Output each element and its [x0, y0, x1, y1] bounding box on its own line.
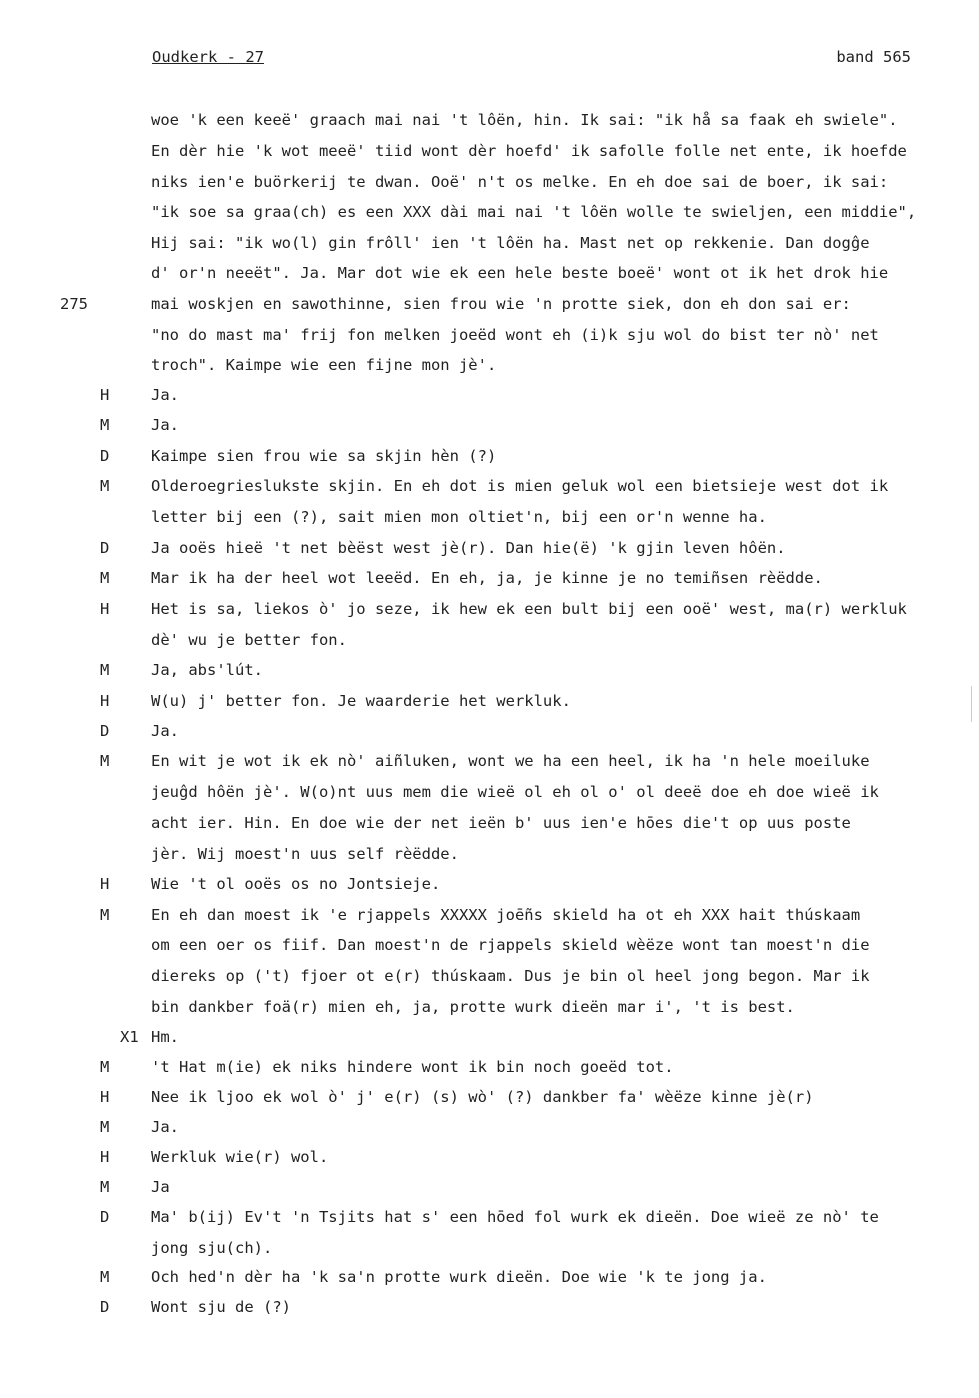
- line-text: Nee ik ljoo ek wol ò' j' e(r) (s) wò' (?) dankber fa' wèëze kinne jè(r): [151, 1088, 814, 1106]
- line-text: jèr. Wij moest'n uus self rèëdde.: [151, 845, 459, 863]
- transcript-line: [0, 350, 979, 380]
- transcript-line: [0, 502, 979, 532]
- speaker-label: D: [100, 447, 110, 465]
- speaker-label: M: [100, 569, 110, 587]
- transcript-line: [0, 289, 979, 319]
- speaker-label: X1: [120, 1028, 139, 1046]
- transcript-line: [0, 471, 979, 501]
- line-text: 't Hat m(ie) ek niks hindere wont ik bin noch goeëd tot.: [151, 1058, 674, 1076]
- transcript-line: [0, 1262, 979, 1292]
- transcript-line: [0, 1172, 979, 1202]
- speaker-label: M: [100, 906, 110, 924]
- transcript-line: [0, 625, 979, 655]
- transcript-line: [0, 716, 979, 746]
- transcript-line: [0, 839, 979, 869]
- line-text: om een oer os fiif. Dan moest'n de rjappels skield wèëze wont tan moest'n die: [151, 936, 870, 954]
- speaker-label: D: [100, 1298, 110, 1316]
- speaker-label: H: [100, 875, 110, 893]
- line-text: Ja ooës hieë 't net bèëst west jè(r). Dan hie(ë) 'k gjin leven hôën.: [151, 539, 786, 557]
- transcript-line: [0, 1112, 979, 1142]
- transcript-line: [0, 808, 979, 838]
- line-text: woe 'k een keeë' graach mai nai 't lôën, hin. Ik sai: "ik hå sa faak eh swiele".: [151, 111, 898, 129]
- line-text: Och hed'n dèr ha 'k sa'n protte wurk dieën. Doe wie 'k te jong ja.: [151, 1268, 767, 1286]
- line-text: Hij sai: "ik wo(l) gin frôll' ien 't lôën ha. Mast net op rekkenie. Dan dogĝe: [151, 234, 870, 252]
- speaker-label: M: [100, 477, 110, 495]
- transcript-line: [0, 197, 979, 227]
- transcript-line: [0, 930, 979, 960]
- transcript-line: [0, 136, 979, 166]
- line-text: jeuĝd hôën jè'. W(o)nt uus mem die wieë ol eh ol o' ol deeë doe eh doe wieë ik: [151, 783, 879, 801]
- speaker-label: M: [100, 416, 110, 434]
- line-text: Ja.: [151, 416, 179, 434]
- transcript-line: [0, 1052, 979, 1082]
- transcript-line: [0, 167, 979, 197]
- transcript-line: [0, 1292, 979, 1322]
- speaker-label: M: [100, 1118, 110, 1136]
- speaker-label: M: [100, 661, 110, 679]
- line-text: Het is sa, liekos ò' jo seze, ik hew ek een bult bij een ooë' west, ma(r) werkluk: [151, 600, 907, 618]
- line-text: Wie 't ol ooës os no Jontsieje.: [151, 875, 441, 893]
- transcript-line: [0, 258, 979, 288]
- transcript-line: [0, 563, 979, 593]
- speaker-label: H: [100, 600, 110, 618]
- line-text: En eh dan moest ik 'e rjappels XXXXX joēñs skield ha ot eh XXX hait thúskaam: [151, 906, 861, 924]
- transcript-line: [0, 961, 979, 991]
- line-text: dè' wu je better fon.: [151, 631, 347, 649]
- line-text: Wont sju de (?): [151, 1298, 291, 1316]
- line-text: diereks op ('t) fjoer ot e(r) thúskaam. Dus je bin ol heel jong begon. Mar ik: [151, 967, 870, 985]
- transcript-line: [0, 777, 979, 807]
- transcript-line: [0, 594, 979, 624]
- line-text: Ja, abs'lút.: [151, 661, 263, 679]
- line-text: mai woskjen en sawothinne, sien frou wie 'n protte siek, don eh don sai er:: [151, 295, 851, 313]
- speaker-label: D: [100, 1208, 110, 1226]
- margin-mark: [971, 686, 972, 722]
- line-text: Kaimpe sien frou wie sa skjin hèn (?): [151, 447, 497, 465]
- speaker-label: H: [100, 386, 110, 404]
- transcript-line: [0, 105, 979, 135]
- line-text: Ja.: [151, 386, 179, 404]
- line-text: Ja.: [151, 1118, 179, 1136]
- line-text: "no do mast ma' frij fon melken joeëd wont eh (i)k sju wol do bist ter nò' net: [151, 326, 879, 344]
- transcript-line: [0, 686, 979, 716]
- line-text: En wit je wot ik ek nò' aiñluken, wont we ha een heel, ik ha 'n hele moeiluke: [151, 752, 870, 770]
- transcript-line: [0, 1233, 979, 1263]
- speaker-label: M: [100, 752, 110, 770]
- line-text: troch". Kaimpe wie een fijne mon jè'.: [151, 356, 497, 374]
- transcript-line: [0, 1022, 979, 1052]
- transcript-line: [0, 320, 979, 350]
- line-text: jong sju(ch).: [151, 1239, 273, 1257]
- transcript-line: [0, 1202, 979, 1232]
- line-text: En dèr hie 'k wot meeë' tiid wont dèr hoefd' ik safolle folle net ente, ik hoefde: [151, 142, 907, 160]
- transcript-line: [0, 1082, 979, 1112]
- transcript-line: [0, 533, 979, 563]
- speaker-label: D: [100, 722, 110, 740]
- line-text: d' or'n neeët". Ja. Mar dot wie ek een hele beste boeë' wont ot ik het drok hie: [151, 264, 889, 282]
- line-text: Ja: [151, 1178, 170, 1196]
- transcript-line: [0, 655, 979, 685]
- transcript-line: [0, 1142, 979, 1172]
- line-text: W(u) j' better fon. Je waarderie het werkluk.: [151, 692, 571, 710]
- speaker-label: M: [100, 1178, 110, 1196]
- transcript-line: [0, 410, 979, 440]
- speaker-label: M: [100, 1268, 110, 1286]
- transcript-line: [0, 228, 979, 258]
- line-text: Mar ik ha der heel wot leeëd. En eh, ja, je kinne je no temiñsen rèëdde.: [151, 569, 823, 587]
- speaker-label: H: [100, 1088, 110, 1106]
- line-text: bin dankber foä(r) mien eh, ja, protte wurk dieën mar i', 't is best.: [151, 998, 795, 1016]
- line-text: Ja.: [151, 722, 179, 740]
- header-left: Oudkerk - 27: [152, 48, 264, 66]
- line-number: 275: [60, 295, 88, 313]
- line-text: acht ier. Hin. En doe wie der net ieën b' uus ien'e hōes die't op uus poste: [151, 814, 851, 832]
- transcript-line: [0, 900, 979, 930]
- transcript-line: [0, 380, 979, 410]
- speaker-label: M: [100, 1058, 110, 1076]
- transcript-line: [0, 869, 979, 899]
- speaker-label: H: [100, 1148, 110, 1166]
- line-text: niks ien'e buörkerij te dwan. Ooë' n't os melke. En eh doe sai de boer, ik sai:: [151, 173, 889, 191]
- transcript-line: [0, 746, 979, 776]
- transcript-line: [0, 441, 979, 471]
- transcript-line: [0, 992, 979, 1022]
- line-text: Werkluk wie(r) wol.: [151, 1148, 329, 1166]
- line-text: Hm.: [151, 1028, 179, 1046]
- line-text: Ma' b(ij) Ev't 'n Tsjits hat s' een hōed fol wurk ek dieën. Doe wieë ze nò' te: [151, 1208, 879, 1226]
- speaker-label: D: [100, 539, 110, 557]
- line-text: "ik soe sa graa(ch) es een XXX dài mai nai 't lôën wolle te swieljen, een middie",: [151, 203, 917, 221]
- header-right: band 565: [836, 48, 911, 66]
- speaker-label: H: [100, 692, 110, 710]
- line-text: letter bij een (?), sait mien mon oltiet'n, bij een or'n wenne ha.: [151, 508, 767, 526]
- line-text: Olderoegrieslukste skjin. En eh dot is mien geluk wol een bietsieje west dot ik: [151, 477, 889, 495]
